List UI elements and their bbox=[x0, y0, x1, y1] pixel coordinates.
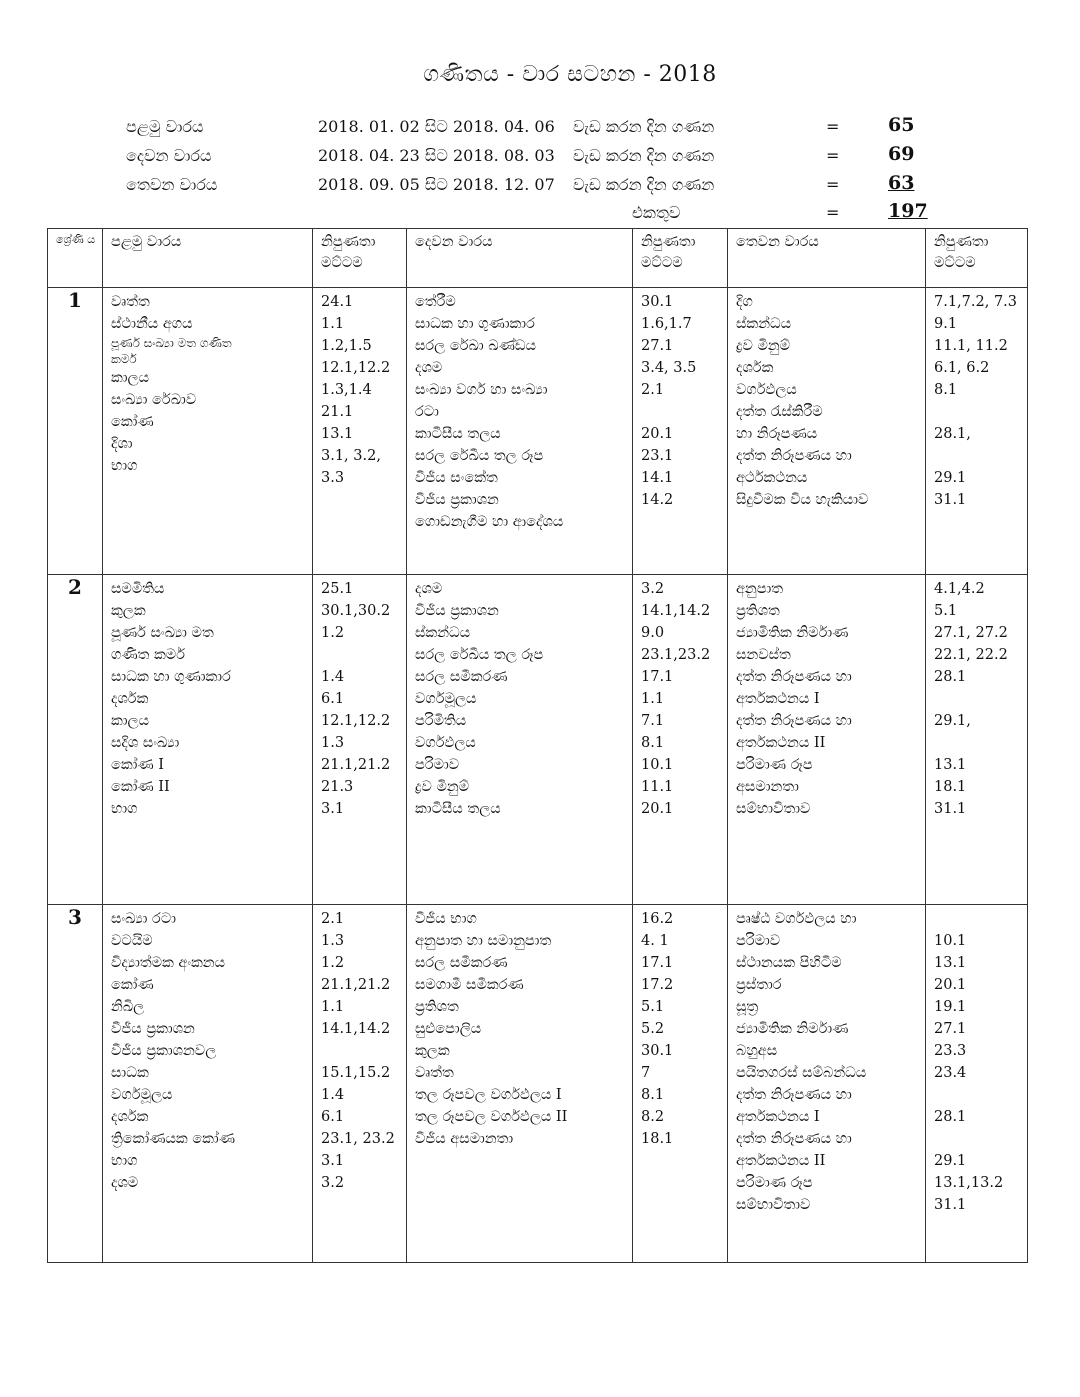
topic-item: භාග bbox=[111, 801, 138, 817]
topic-item: වෘත්ත bbox=[415, 1065, 454, 1081]
competency-level: 3.2 bbox=[321, 1175, 345, 1191]
topic-item: සුළුපොලිය bbox=[415, 1021, 482, 1037]
topic-item: අනුපාත bbox=[736, 581, 784, 597]
topic-item: සරල රේඛීය තල රූප bbox=[415, 448, 544, 464]
topic-item: වීජීය සංකේත bbox=[415, 470, 498, 486]
competency-level bbox=[934, 445, 1021, 467]
column-header-competency-2: නිපුණතා මට්ටම bbox=[633, 229, 728, 288]
topic-item: සනවස්ත bbox=[736, 647, 791, 663]
competency-3-cell bbox=[926, 288, 1028, 575]
topic-item: ත්‍රිකෝණයක කෝණ bbox=[111, 1131, 235, 1147]
term-1-cell bbox=[103, 575, 313, 905]
competency-level: 23.1,23.2 bbox=[641, 647, 711, 663]
competency-level: 6.1 bbox=[321, 1109, 345, 1125]
working-days-count: 69 bbox=[888, 143, 915, 165]
grade-row-3 bbox=[48, 905, 1028, 1263]
competency-level: 17.2 bbox=[641, 977, 674, 993]
competency-level: 5.1 bbox=[641, 999, 665, 1015]
topic-item: වීජීය අසමානතා bbox=[415, 1131, 514, 1147]
competency-level: 5.1 bbox=[934, 603, 958, 619]
equals-sign: = bbox=[826, 146, 840, 165]
competency-level: 27.1, 27.2 bbox=[934, 625, 1008, 641]
competency-level: 1.4 bbox=[321, 669, 345, 685]
topic-item: අර්ථකථනය bbox=[736, 470, 808, 486]
grade-number: 1 bbox=[48, 288, 103, 575]
topic-item: අනුපාත හා සමානුපාත bbox=[415, 933, 552, 949]
competency-level: 30.1 bbox=[641, 1043, 674, 1059]
topic-item: සාධක හා ගුණාකාර bbox=[111, 669, 231, 685]
competency-level: 28.1 bbox=[934, 1109, 967, 1125]
competency-level: 31.1 bbox=[934, 492, 967, 508]
competency-2-cell bbox=[633, 905, 728, 1263]
equals-sign: = bbox=[826, 175, 840, 194]
competency-level: 20.1 bbox=[641, 426, 674, 442]
competency-level: 7.1 bbox=[641, 713, 665, 729]
competency-level: 1.6,1.7 bbox=[641, 316, 692, 332]
topic-item: වටයිම bbox=[111, 933, 153, 949]
competency-level: 8.2 bbox=[641, 1109, 665, 1125]
term-2-cell bbox=[407, 575, 633, 905]
term-dates: 2018. 09. 05 සිට 2018. 12. 07 bbox=[318, 175, 555, 194]
topic-item: සම්භාවිතාව bbox=[736, 801, 811, 817]
competency-level: 13.1,13.2 bbox=[934, 1175, 1004, 1191]
topic-item: සංඛ්‍යා රේඛාව bbox=[111, 392, 197, 408]
working-days-label: වැඩ කරන දින ගණන bbox=[573, 175, 715, 194]
topic-item: රටා bbox=[415, 404, 439, 420]
competency-level: 25.1 bbox=[321, 581, 354, 597]
topic-item: පරිමාණ රූප bbox=[736, 1175, 813, 1191]
topic-item: කර්ම bbox=[111, 352, 137, 366]
topic-item: දර්ශක bbox=[111, 691, 149, 707]
topic-item: කෝණ bbox=[111, 977, 154, 993]
competency-level: 3.4, 3.5 bbox=[641, 360, 697, 376]
topic-item: පරිමිතිය bbox=[415, 713, 467, 729]
topic-item: ප්‍රතිශත bbox=[736, 603, 780, 619]
term-dates: 2018. 01. 02 සිට 2018. 04. 06 bbox=[318, 117, 555, 136]
topic-item: සිදුවීමක විය හැකියාව bbox=[736, 492, 869, 508]
competency-level: 12.1,12.2 bbox=[321, 360, 391, 376]
competency-level: 1.1 bbox=[321, 999, 345, 1015]
topic-item: සාධක bbox=[111, 1065, 149, 1081]
competency-level: 11.1 bbox=[641, 779, 674, 795]
competency-level: 18.1 bbox=[934, 779, 967, 795]
topic-item: කුලක bbox=[111, 603, 146, 619]
total-days: 197 bbox=[888, 200, 928, 222]
topic-item: කාටීසීය තලය bbox=[415, 801, 501, 817]
topic-item: සූත්‍ර bbox=[736, 999, 759, 1015]
competency-level: 24.1 bbox=[321, 294, 354, 310]
competency-level: 19.1 bbox=[934, 999, 967, 1015]
term-2-cell bbox=[407, 905, 633, 1263]
competency-3-cell bbox=[926, 905, 1028, 1263]
competency-level: 23.1, 23.2 bbox=[321, 1131, 395, 1147]
competency-level bbox=[321, 1040, 400, 1062]
column-header-term-3: තෙවන වාරය bbox=[728, 229, 926, 288]
term-3-cell bbox=[728, 905, 926, 1263]
topic-item: දර්ශක bbox=[736, 360, 774, 376]
term-3-cell bbox=[728, 575, 926, 905]
topic-item: සරල රේඛීය තල රූප bbox=[415, 647, 544, 663]
competency-level bbox=[641, 401, 721, 423]
topic-item: සංඛ්‍යා රටා bbox=[111, 911, 177, 927]
competency-level: 3.2 bbox=[641, 581, 665, 597]
competency-level: 8.1 bbox=[641, 1087, 665, 1103]
term-name: තෙවන වාරය bbox=[126, 175, 218, 194]
competency-level: 5.2 bbox=[641, 1021, 665, 1037]
competency-level: 3.3 bbox=[321, 470, 345, 486]
competency-level: 3.1 bbox=[321, 801, 345, 817]
topic-item: තේරීම bbox=[415, 294, 456, 310]
term-3-cell bbox=[728, 288, 926, 575]
topic-item: වීජීය ප්‍රකාශන bbox=[111, 1021, 195, 1037]
topic-item: කෝණ I bbox=[111, 757, 165, 773]
topic-item: දශම bbox=[415, 360, 443, 376]
competency-level: 3.1 bbox=[321, 1153, 345, 1169]
competency-level: 17.1 bbox=[641, 669, 674, 685]
total-row bbox=[0, 200, 1080, 231]
term-name: පළමු වාරය bbox=[126, 117, 204, 136]
competency-level bbox=[934, 688, 1021, 710]
competency-level: 1.2 bbox=[321, 625, 345, 641]
competency-level: 3.1, 3.2, bbox=[321, 448, 381, 464]
competency-level bbox=[934, 732, 1021, 754]
topic-item: විද්‍යාත්මක අංකනය bbox=[111, 955, 226, 971]
topic-item: දත්ත නිරූපණය හා bbox=[736, 669, 852, 685]
topic-item: සම්භාවිතාව bbox=[736, 1197, 811, 1213]
topic-item: දර්ශක bbox=[111, 1109, 149, 1125]
topic-item: කාලය bbox=[111, 370, 150, 386]
term-row-1 bbox=[0, 114, 1080, 145]
term-1-cell bbox=[103, 905, 313, 1263]
equals-sign: = bbox=[826, 117, 840, 136]
topic-item: පූර්ණ සංඛ්‍යා මත ගණිත bbox=[111, 336, 232, 350]
total-label: එකතුව bbox=[632, 203, 681, 222]
competency-2-cell bbox=[633, 288, 728, 575]
term-2-cell bbox=[407, 288, 633, 575]
column-header-term-1: පළමු වාරය bbox=[103, 229, 313, 288]
competency-level: 11.1, 11.2 bbox=[934, 338, 1008, 354]
competency-level: 6.1, 6.2 bbox=[934, 360, 990, 376]
topic-item: වීජීය ප්‍රකාශන bbox=[415, 603, 499, 619]
competency-level: 23.4 bbox=[934, 1065, 967, 1081]
competency-level: 20.1 bbox=[934, 977, 967, 993]
topic-item: වීජීය භාග bbox=[415, 911, 477, 927]
topic-item: සරල සමීකරණ bbox=[415, 955, 508, 971]
topic-item: සමගාමී සමීකරණ bbox=[415, 977, 524, 993]
competency-level: 1.2 bbox=[321, 955, 345, 971]
topic-item: ප්‍රස්තාර bbox=[736, 977, 782, 993]
topic-item: කුලක bbox=[415, 1043, 450, 1059]
competency-level: 23.3 bbox=[934, 1043, 967, 1059]
competency-level: 2.1 bbox=[321, 911, 345, 927]
topic-item: කාලය bbox=[111, 713, 150, 729]
competency-level: 13.1 bbox=[934, 757, 967, 773]
topic-item: ද්‍රව මිනුම් bbox=[736, 338, 791, 354]
topic-item: සරල රේඛා ඛණ්ඩය bbox=[415, 338, 537, 354]
competency-level: 4.1,4.2 bbox=[934, 581, 985, 597]
topic-item: තල රූපවල වර්ගඵලය I bbox=[415, 1087, 562, 1103]
competency-level: 31.1 bbox=[934, 1197, 967, 1213]
topic-item: අසමානතා bbox=[736, 779, 799, 795]
topic-item: කෝණ II bbox=[111, 779, 170, 795]
term-1-cell bbox=[103, 288, 313, 575]
page-title: ගණිතය - වාර සටහන - 2018 bbox=[423, 62, 717, 87]
competency-level: 1.1 bbox=[641, 691, 665, 707]
equals-sign: = bbox=[826, 203, 840, 222]
topic-item: පයිතගරස් සම්බන්ධය bbox=[736, 1065, 867, 1081]
competency-level: 29.1 bbox=[934, 470, 967, 486]
topic-item: ද්‍රව මිනුම් bbox=[415, 779, 470, 795]
topic-item: දිශා bbox=[111, 436, 133, 452]
term-row-2 bbox=[0, 143, 1080, 174]
topic-item: දත්ත නිරූපණය හා bbox=[736, 713, 852, 729]
competency-level: 22.1, 22.2 bbox=[934, 647, 1008, 663]
topic-item: කාටීසීය තලය bbox=[415, 426, 501, 442]
topic-item: අර්තකථනය I bbox=[736, 1109, 820, 1125]
topic-item: දත්ත රැස්කිරීම bbox=[736, 404, 823, 420]
topic-item: ගණිත කර්ම bbox=[111, 647, 185, 663]
competency-level: 14.1,14.2 bbox=[321, 1021, 391, 1037]
competency-level: 1.4 bbox=[321, 1087, 345, 1103]
topic-item: වෘත්ත bbox=[111, 294, 150, 310]
competency-level: 8.1 bbox=[641, 735, 665, 751]
topic-item: භාග bbox=[111, 1153, 138, 1169]
competency-level: 6.1 bbox=[321, 691, 345, 707]
competency-level: 1.3 bbox=[321, 735, 345, 751]
topic-item: සමමිතිය bbox=[111, 581, 165, 597]
topic-item: ස්ථානීය අගය bbox=[111, 316, 193, 332]
competency-level: 1.3 bbox=[321, 933, 345, 949]
topic-item: ස්ථානයක පිහිටීම bbox=[736, 955, 842, 971]
column-header-grade: ශ්‍රේණි ය bbox=[48, 229, 103, 288]
term-dates: 2018. 04. 23 සිට 2018. 08. 03 bbox=[318, 146, 555, 165]
competency-level: 15.1,15.2 bbox=[321, 1065, 391, 1081]
topic-item: අර්තකථනය II bbox=[736, 1153, 826, 1169]
working-days-count: 65 bbox=[888, 114, 915, 136]
topic-item: ස්කන්ධය bbox=[736, 316, 792, 332]
competency-level: 10.1 bbox=[934, 933, 967, 949]
working-days-label: වැඩ කරන දින ගණන bbox=[573, 146, 715, 165]
competency-1-cell bbox=[313, 288, 407, 575]
competency-level: 21.1,21.2 bbox=[321, 977, 391, 993]
term-row-3 bbox=[0, 172, 1080, 203]
competency-level: 30.1 bbox=[641, 294, 674, 310]
competency-level: 14.2 bbox=[641, 492, 674, 508]
competency-level: 21.3 bbox=[321, 779, 354, 795]
competency-level: 4. 1 bbox=[641, 933, 669, 949]
working-days-count: 63 bbox=[888, 172, 915, 194]
topic-item: දත්ත නිරූපණය හා bbox=[736, 1087, 852, 1103]
competency-level: 17.1 bbox=[641, 955, 674, 971]
competency-level: 12.1,12.2 bbox=[321, 713, 391, 729]
topic-item: පරිමාව bbox=[736, 933, 781, 949]
competency-level: 27.1 bbox=[934, 1021, 967, 1037]
column-header-competency-1: නිපුණතා මට්ටම bbox=[313, 229, 407, 288]
topic-item: පූර්ණ සංඛ්‍යා මත bbox=[111, 625, 214, 641]
topic-item: දත්ත නිරූපණය හා bbox=[736, 448, 852, 464]
competency-level: 28.1 bbox=[934, 669, 967, 685]
competency-level: 10.1 bbox=[641, 757, 674, 773]
grade-row-2 bbox=[48, 575, 1028, 905]
competency-1-cell bbox=[313, 905, 407, 1263]
topic-item: දශම bbox=[111, 1175, 139, 1191]
competency-level: 1.1 bbox=[321, 316, 345, 332]
competency-level: 31.1 bbox=[934, 801, 967, 817]
competency-level: 2.1 bbox=[641, 382, 665, 398]
topic-item: වර්ගඵලය bbox=[415, 735, 476, 751]
competency-level: 28.1, bbox=[934, 426, 971, 442]
topic-item: හා නිරූපණය bbox=[736, 426, 818, 442]
competency-level bbox=[934, 1128, 1021, 1150]
topic-item: සාධක හා ගුණාකාර bbox=[415, 316, 535, 332]
topic-item: ජ්‍යාමිතික නිර්මාණ bbox=[736, 1021, 849, 1037]
topic-item: පරිමාණ රූප bbox=[736, 757, 813, 773]
competency-level: 14.1 bbox=[641, 470, 674, 486]
competency-level: 29.1, bbox=[934, 713, 971, 729]
topic-item: පෘෂ්ඨ වර්ගඵලය හා bbox=[736, 911, 857, 927]
competency-level: 14.1,14.2 bbox=[641, 603, 711, 619]
competency-level: 13.1 bbox=[321, 426, 354, 442]
competency-level: 20.1 bbox=[641, 801, 674, 817]
term-name: දෙවන වාරය bbox=[126, 146, 212, 165]
topic-item: වර්ගඵලය bbox=[736, 382, 797, 398]
column-header-term-2: දෙවන වාරය bbox=[407, 229, 633, 288]
competency-level: 9.1 bbox=[934, 316, 958, 332]
topic-item: ජ්‍යාමිතික නිර්මාණ bbox=[736, 625, 849, 641]
competency-level: 21.1,21.2 bbox=[321, 757, 391, 773]
competency-level: 13.1 bbox=[934, 955, 967, 971]
topic-item: දත්ත නිරූපණය හා bbox=[736, 1131, 852, 1147]
topic-item: සදිශ සංඛ්‍යා bbox=[111, 735, 180, 751]
column-header-competency-3: නිපුණතා මට්ටම bbox=[926, 229, 1028, 288]
topic-item: වර්ගමූලය bbox=[111, 1087, 173, 1103]
grade-number: 2 bbox=[48, 575, 103, 905]
term-plan-table bbox=[47, 228, 1028, 1263]
competency-2-cell bbox=[633, 575, 728, 905]
competency-level: 27.1 bbox=[641, 338, 674, 354]
competency-level: 21.1 bbox=[321, 404, 354, 420]
topic-item: භාග bbox=[111, 458, 138, 474]
competency-level bbox=[321, 644, 400, 666]
topic-item: කෝණ bbox=[111, 414, 154, 430]
competency-level bbox=[934, 908, 1021, 930]
grade-row-1 bbox=[48, 288, 1028, 575]
topic-item: ප්‍රතිශත bbox=[415, 999, 459, 1015]
topic-item: දශම bbox=[415, 581, 443, 597]
competency-level: 29.1 bbox=[934, 1153, 967, 1169]
competency-1-cell bbox=[313, 575, 407, 905]
topic-item: වීජීය ප්‍රකාශනවල bbox=[111, 1043, 217, 1059]
table-header-row bbox=[48, 229, 1028, 288]
working-days-label: වැඩ කරන දින ගණන bbox=[573, 117, 715, 136]
topic-item: නිඛිල bbox=[111, 999, 145, 1015]
topic-item: දිග bbox=[736, 294, 753, 310]
competency-level: 9.0 bbox=[641, 625, 665, 641]
competency-level: 1.2,1.5 bbox=[321, 338, 372, 354]
competency-level bbox=[934, 401, 1021, 423]
topic-item: සරල සමීකරණ bbox=[415, 669, 508, 685]
topic-item: අර්තකථනය I bbox=[736, 691, 820, 707]
topic-item: අර්තකථනය II bbox=[736, 735, 826, 751]
competency-level: 18.1 bbox=[641, 1131, 674, 1147]
topic-item: තල රූපවල වර්ගඵලය II bbox=[415, 1109, 568, 1125]
competency-3-cell bbox=[926, 575, 1028, 905]
topic-item: ගොඩනැගීම හා ආදේශය bbox=[415, 514, 564, 530]
competency-level: 8.1 bbox=[934, 382, 958, 398]
topic-item: වර්ගමූලය bbox=[415, 691, 477, 707]
competency-level: 7 bbox=[641, 1065, 651, 1081]
topic-item: බහුඅස bbox=[736, 1043, 778, 1059]
competency-level: 7.1,7.2, 7.3 bbox=[934, 294, 1018, 310]
competency-level: 16.2 bbox=[641, 911, 674, 927]
topic-item: වීජීය ප්‍රකාශන bbox=[415, 492, 499, 508]
competency-level: 23.1 bbox=[641, 448, 674, 464]
topic-item: පරිමාව bbox=[415, 757, 460, 773]
topic-item: සංඛ්‍යා වර්ග හා සංඛ්‍යා bbox=[415, 382, 548, 398]
competency-level: 1.3,1.4 bbox=[321, 382, 372, 398]
competency-level: 30.1,30.2 bbox=[321, 603, 391, 619]
grade-number: 3 bbox=[48, 905, 103, 1263]
competency-level bbox=[934, 1084, 1021, 1106]
topic-item: ස්කන්ධය bbox=[415, 625, 471, 641]
